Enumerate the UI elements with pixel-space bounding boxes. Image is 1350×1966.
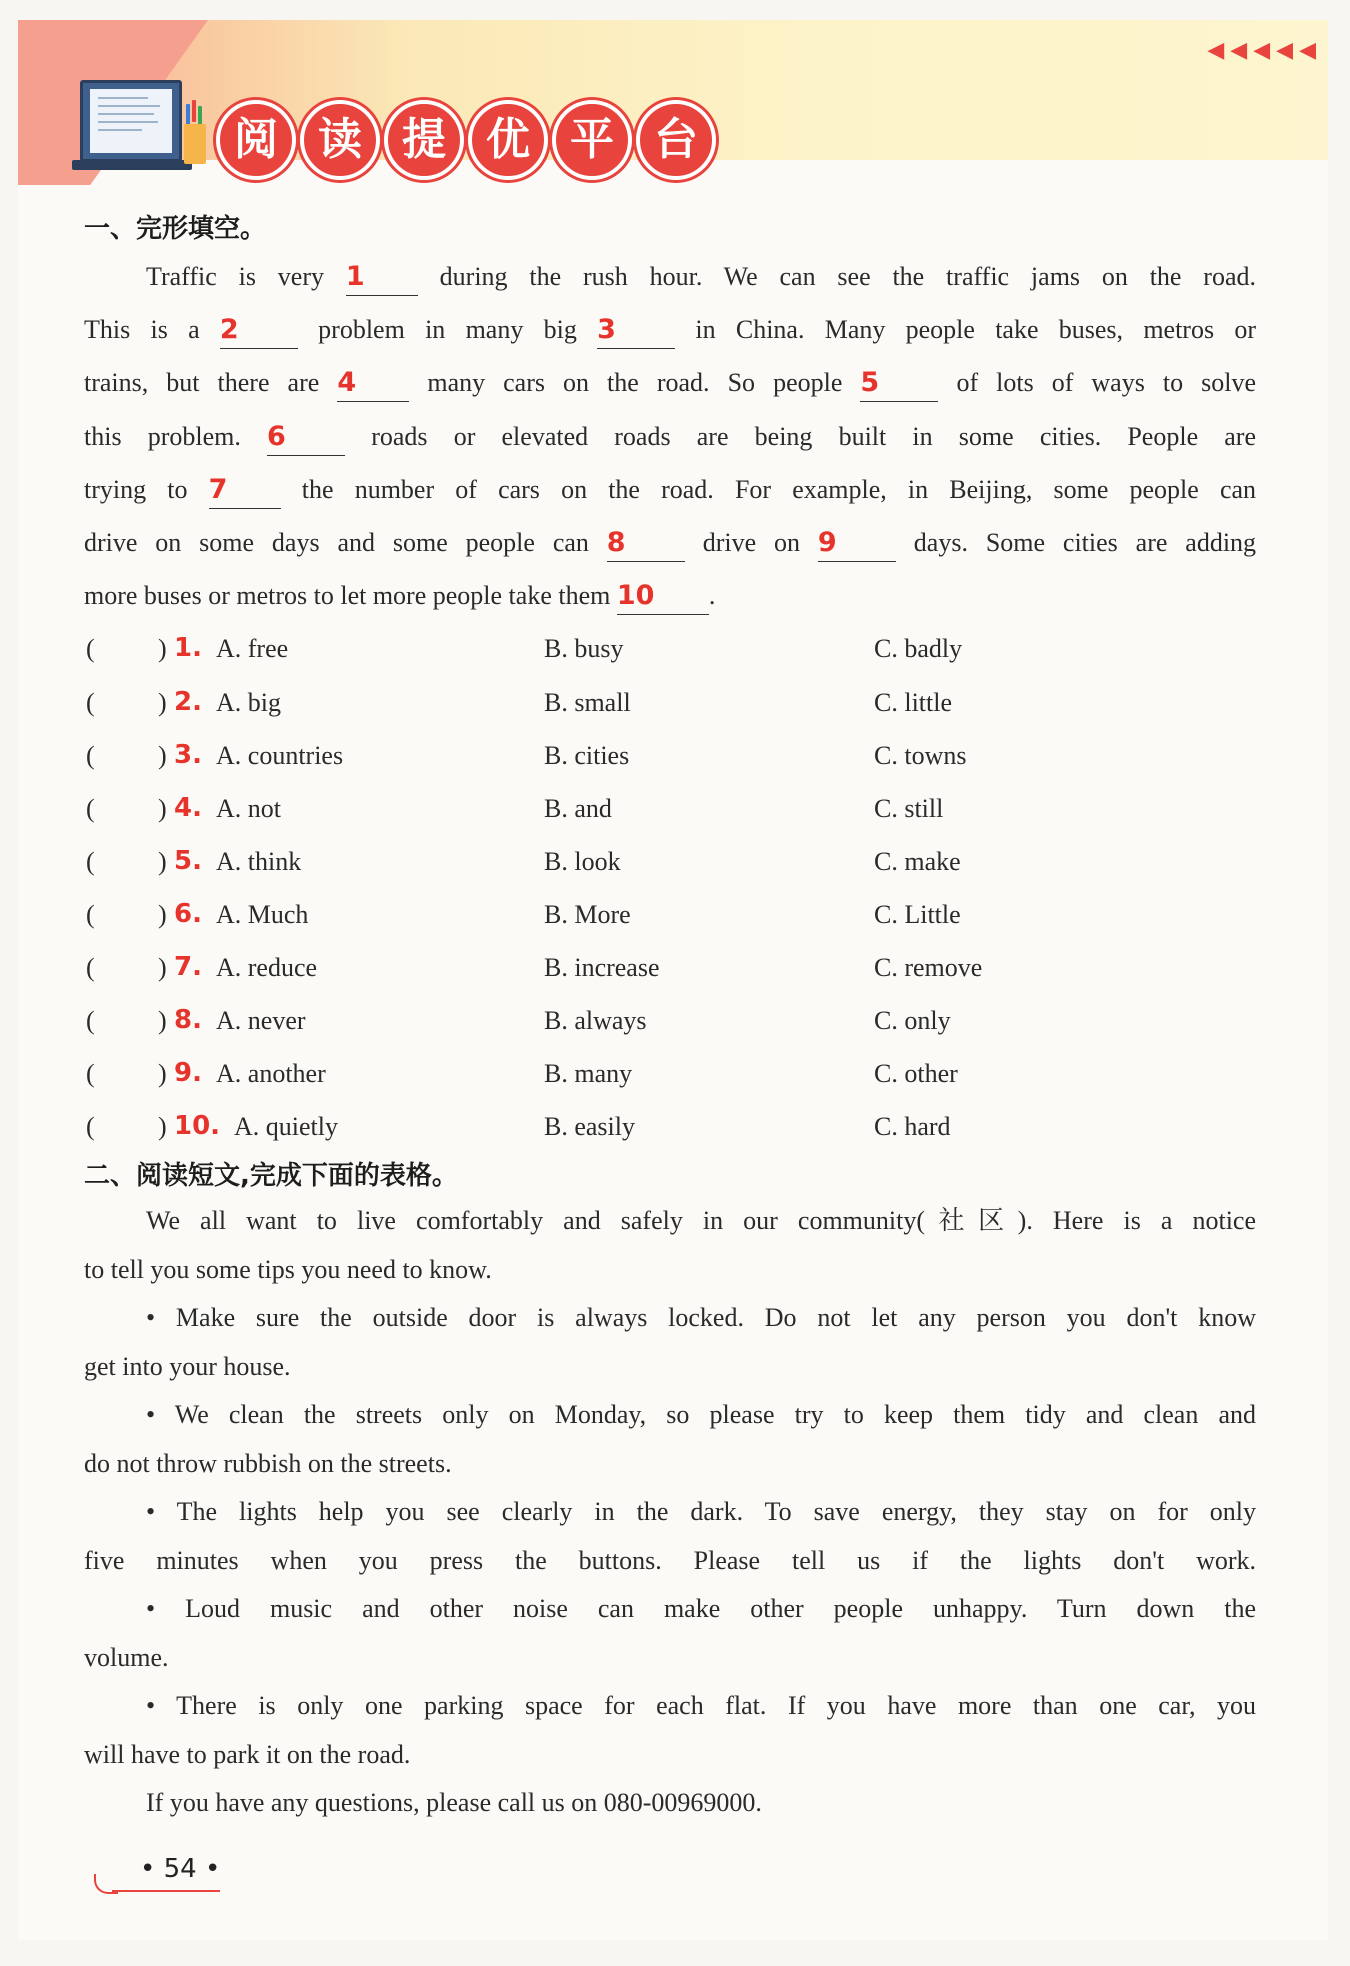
passage-line: five minutes when you press the buttons. Please tell us if the lights don't work.	[84, 1545, 1256, 1575]
question-number: 8.	[174, 1005, 202, 1036]
question-row	[84, 941, 1256, 994]
option-c[interactable]: C. Little	[874, 899, 961, 929]
main-content	[84, 208, 1256, 1828]
answer-paren-close: )	[158, 846, 167, 876]
answer-paren-close: )	[158, 793, 167, 823]
blank-6[interactable]: 6	[267, 419, 345, 456]
question-number: 1.	[174, 633, 202, 664]
answer-options	[84, 622, 1256, 1153]
answer-paren-close: )	[158, 740, 167, 770]
option-a[interactable]: A. Much	[216, 899, 309, 929]
option-c[interactable]: C. badly	[874, 634, 963, 664]
blank-5[interactable]: 5	[860, 365, 938, 402]
passage-line: • There is only one parking space for each flat. If you have more than one car, you	[146, 1691, 1256, 1721]
question-row	[84, 729, 1256, 782]
question-row	[84, 835, 1256, 888]
answer-paren-open[interactable]: (	[86, 1059, 95, 1089]
question-number: 9.	[174, 1058, 202, 1089]
question-row	[84, 782, 1256, 835]
section-1-heading: 一、完形填空。	[84, 214, 267, 244]
blank-3[interactable]: 3	[597, 312, 675, 349]
question-row	[84, 994, 1256, 1047]
passage-line: • Loud music and other noise can make other people unhappy. Turn down the	[146, 1594, 1256, 1624]
option-a[interactable]: A. another	[216, 1059, 326, 1089]
option-a[interactable]: A. free	[216, 634, 289, 664]
blank-10[interactable]: 10	[617, 578, 709, 615]
question-row	[84, 622, 1256, 675]
option-c[interactable]: C. make	[874, 846, 961, 876]
option-a[interactable]: A. quietly	[234, 1112, 338, 1142]
option-b[interactable]: B. increase	[544, 952, 660, 982]
cloze-line: more buses or metros to let more people take them 10 .	[84, 569, 1256, 622]
arrow-left-icon: ◀◀◀◀◀	[1207, 38, 1322, 63]
option-a[interactable]: A. big	[216, 687, 281, 717]
passage-line: We all want to live comfortably and safely in our community(社区). Here is a notice	[146, 1206, 1256, 1236]
passage-line: do not throw rubbish on the streets.	[84, 1448, 452, 1478]
question-number: 5.	[174, 845, 202, 876]
option-b[interactable]: B. and	[544, 793, 612, 823]
option-a[interactable]: A. think	[216, 846, 302, 876]
cloze-line: This is a 2 problem in many big 3 in China. Many people take buses, metros or	[84, 303, 1256, 356]
title-char: 读	[300, 100, 380, 180]
cloze-line: trains, but there are 4 many cars on the road. So people 5 of lots of ways to solve	[84, 356, 1256, 409]
section-title-banner	[216, 100, 716, 182]
option-b[interactable]: B. look	[544, 846, 621, 876]
option-b[interactable]: B. cities	[544, 740, 630, 770]
cloze-line: Traffic is very 1 during the rush hour. We can see the traffic jams on the road.	[84, 250, 1256, 303]
answer-paren-close: )	[158, 899, 167, 929]
blank-2[interactable]: 2	[220, 312, 298, 349]
option-b[interactable]: B. many	[544, 1059, 633, 1089]
title-char: 平	[552, 100, 632, 180]
title-char: 提	[384, 100, 464, 180]
passage-line: volume.	[84, 1642, 169, 1672]
page-number: • 54 •	[140, 1854, 221, 1884]
blank-1[interactable]: 1	[346, 259, 418, 296]
option-a[interactable]: A. countries	[216, 740, 344, 770]
passage-line: • The lights help you see clearly in the dark. To save energy, they stay on for only	[146, 1497, 1256, 1527]
answer-paren-open[interactable]: (	[86, 793, 95, 823]
option-a[interactable]: A. reduce	[216, 952, 318, 982]
option-b[interactable]: B. easily	[544, 1112, 635, 1142]
title-char: 优	[468, 100, 548, 180]
option-a[interactable]: A. not	[216, 793, 281, 823]
option-c[interactable]: C. towns	[874, 740, 967, 770]
option-c[interactable]: C. other	[874, 1059, 958, 1089]
answer-paren-close: )	[158, 687, 167, 717]
question-row	[84, 1100, 1256, 1153]
page-footer	[92, 1854, 222, 1894]
question-number: 10.	[174, 1111, 221, 1142]
footer-rule	[112, 1890, 220, 1892]
page-header	[18, 20, 1328, 185]
answer-paren-open[interactable]: (	[86, 1006, 95, 1036]
question-number: 6.	[174, 898, 202, 929]
option-c[interactable]: C. little	[874, 687, 952, 717]
section-2-heading: 二、阅读短文,完成下面的表格。	[84, 1161, 458, 1192]
cloze-line: drive on some days and some people can 8 drive on 9 days. Some cities are adding	[84, 516, 1256, 569]
option-a[interactable]: A. never	[216, 1006, 306, 1036]
answer-paren-close: )	[158, 1059, 167, 1089]
passage-line: get into your house.	[84, 1351, 291, 1381]
question-number: 2.	[174, 686, 202, 717]
option-b[interactable]: B. always	[544, 1006, 647, 1036]
answer-paren-open[interactable]: (	[86, 1112, 95, 1142]
cloze-line: this problem. 6 roads or elevated roads are being built in some cities. People are	[84, 410, 1256, 463]
answer-paren-open[interactable]: (	[86, 687, 95, 717]
passage-line: to tell you some tips you need to know.	[84, 1254, 492, 1284]
answer-paren-close: )	[158, 1112, 167, 1142]
answer-paren-close: )	[158, 634, 167, 664]
blank-4[interactable]: 4	[337, 365, 409, 402]
option-c[interactable]: C. remove	[874, 952, 983, 982]
blank-8[interactable]: 8	[607, 525, 685, 562]
answer-paren-open[interactable]: (	[86, 846, 95, 876]
option-c[interactable]: C. only	[874, 1006, 951, 1036]
option-c[interactable]: C. hard	[874, 1112, 951, 1142]
blank-9[interactable]: 9	[818, 525, 896, 562]
passage-line: will have to park it on the road.	[84, 1739, 411, 1769]
option-b[interactable]: B. small	[544, 687, 631, 717]
option-c[interactable]: C. still	[874, 793, 944, 823]
answer-paren-close: )	[158, 1006, 167, 1036]
passage-line: • Make sure the outside door is always locked. Do not let any person you don't know	[146, 1303, 1256, 1333]
cloze-line: trying to 7 the number of cars on the road. For example, in Beijing, some people can	[84, 463, 1256, 516]
question-number: 4.	[174, 792, 202, 823]
answer-paren-open[interactable]: (	[86, 899, 95, 929]
answer-paren-open[interactable]: (	[86, 740, 95, 770]
question-row	[84, 676, 1256, 729]
question-number: 3.	[174, 739, 202, 770]
answer-paren-open[interactable]: (	[86, 952, 95, 982]
section-2	[84, 1155, 1256, 1828]
question-row	[84, 888, 1256, 941]
option-b[interactable]: B. busy	[544, 634, 624, 664]
laptop-icon	[80, 80, 198, 180]
question-number: 7.	[174, 951, 202, 982]
passage-line: If you have any questions, please call us on 080-00969000.	[146, 1788, 762, 1818]
title-char: 阅	[216, 100, 296, 180]
title-char: 台	[636, 100, 716, 180]
blank-7[interactable]: 7	[209, 472, 281, 509]
passage-line: • We clean the streets only on Monday, so please try to keep them tidy and clean and	[146, 1400, 1256, 1430]
answer-paren-open[interactable]: (	[86, 634, 95, 664]
option-b[interactable]: B. More	[544, 899, 631, 929]
question-row	[84, 1047, 1256, 1100]
answer-paren-close: )	[158, 952, 167, 982]
pencil-cup-icon	[184, 124, 206, 164]
